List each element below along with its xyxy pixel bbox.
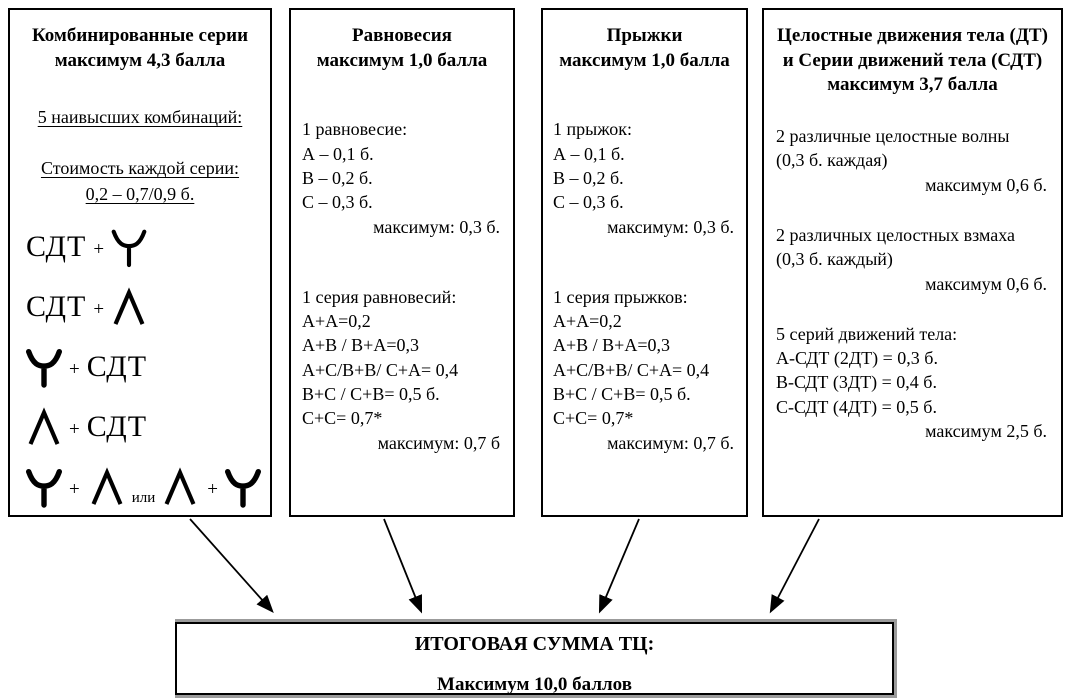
series-cost-note [18,156,262,206]
jump-symbol-icon [162,466,198,508]
title-line: максимум 4,3 балла [54,49,226,71]
max-line: максимум 2,5 б. [925,421,1047,442]
box-body-movements [762,8,1063,517]
cost-line: 0,2 – 0,7/0,9 б. [85,183,195,204]
single-balance-section [302,117,502,238]
combo-row-balance-jump-or-jump-balance [26,463,262,511]
body-waves-section [776,124,1049,197]
score-line: А+С/В+В/ С+А= 0,4 [302,359,459,380]
plus-sign: + [207,478,218,500]
max-line: максимум: 0,3 б. [373,216,500,237]
sdt-label: СДТ [26,289,87,323]
plus-sign: + [93,238,105,260]
plus-sign: + [69,358,80,380]
score-line: В+С / С+В= 0,5 б. [302,384,440,405]
box-balances [289,8,515,517]
body-series-section [776,322,1049,443]
score-line: А+В / В+А=0,3 [553,335,670,356]
combo-row-sdt-plus-jump [26,283,262,331]
score-line: В – 0,2 б. [553,167,624,188]
score-line: А – 0,1 б. [553,143,625,164]
plus-sign: + [69,478,80,500]
balances-title [302,24,502,73]
score-line: А+А=0,2 [302,311,371,332]
jump-symbol-icon [89,466,125,508]
combo-row-balance-plus-sdt [26,343,262,391]
score-line: А+С/В+В/ С+А= 0,4 [553,359,710,380]
score-line: А – 0,1 б. [302,143,374,164]
arrow-combined-to-total [190,519,272,611]
jumps-title [553,24,736,73]
arrow-body-to-total [771,519,819,611]
combo-row-jump-plus-sdt [26,403,262,451]
sdt-label: СДТ [86,349,148,383]
title-line: Равновесия [352,25,452,46]
max-line: максимум: 0,3 б. [607,216,734,237]
section-title: 1 прыжок: [553,119,632,140]
score-line: В+С / С+В= 0,5 б. [553,384,691,405]
box-jumps [541,8,748,517]
combo-row-sdt-plus-balance [26,223,262,271]
title-line: Прыжки [606,25,683,46]
score-line: В-СДТ (3ДТ) = 0,4 б. [776,372,937,393]
score-line: (0,3 б. каждый) [776,249,893,270]
section-title: 1 серия прыжков: [553,286,688,307]
total-sum-title: ИТОГОВАЯ СУММА ТЦ: [414,633,655,655]
balance-series-section [302,285,502,455]
title-line: максимум 1,0 балла [316,49,488,71]
section-title: 1 равновесие: [302,119,408,140]
sdt-label: СДТ [26,229,87,263]
score-line: (0,3 б. каждая) [776,150,888,171]
balance-symbol-icon [225,466,261,508]
plus-sign: + [93,298,105,320]
combined-series-title [18,24,262,73]
score-line: А+А=0,2 [553,311,622,332]
score-line: 2 различные целостные волны [776,126,1010,147]
or-label: или [131,489,156,506]
single-jump-section [553,117,736,238]
max-line: максимум: 0,7 б [377,432,500,453]
balance-symbol-icon [111,226,147,268]
arrow-jumps-to-total [600,519,639,611]
sdt-label: СДТ [86,409,148,443]
jump-symbol-icon [111,286,147,328]
title-line: и Серии движений тела (СДТ) [782,49,1043,71]
body-movements-title [776,24,1049,98]
title-line: Комбинированные серии [31,25,249,46]
score-line: А+В / В+А=0,3 [302,335,419,356]
score-line: В – 0,2 б. [302,167,373,188]
title-line: максимум 1,0 балла [559,49,730,71]
score-line: С+С= 0,7* [302,408,383,429]
score-line: С+С= 0,7* [553,408,634,429]
jump-series-section [553,285,736,455]
title-line: максимум 3,7 балла [827,74,998,96]
section-title: 5 серий движений тела: [776,323,958,344]
box-combined-series [8,8,272,517]
max-line: максимум: 0,7 б. [607,432,734,453]
total-sum-subtitle: Максимум 10,0 баллов [437,674,632,695]
score-line: С-СДТ (4ДТ) = 0,5 б. [776,396,937,417]
balance-symbol-icon [26,346,62,388]
combination-rows [18,223,262,511]
score-line: А-СДТ (2ДТ) = 0,3 б. [776,348,938,369]
score-line: 2 различных целостных взмаха [776,224,1015,245]
cost-line: Стоимость каждой серии: [40,158,240,179]
jump-symbol-icon [26,406,62,448]
plus-sign: + [69,418,80,440]
arrow-balances-to-total [384,519,421,611]
score-line: С – 0,3 б. [302,192,373,213]
box-total-sum [175,622,894,695]
balance-symbol-icon [26,466,62,508]
title-line: Целостные движения тела (ДТ) [777,25,1048,46]
max-line: максимум 0,6 б. [925,273,1047,294]
max-line: максимум 0,6 б. [925,174,1047,195]
highest-combinations-note: 5 наивысших комбинаций: [37,107,243,128]
score-line: С – 0,3 б. [553,192,624,213]
body-swings-section [776,223,1049,296]
section-title: 1 серия равновесий: [302,286,457,307]
